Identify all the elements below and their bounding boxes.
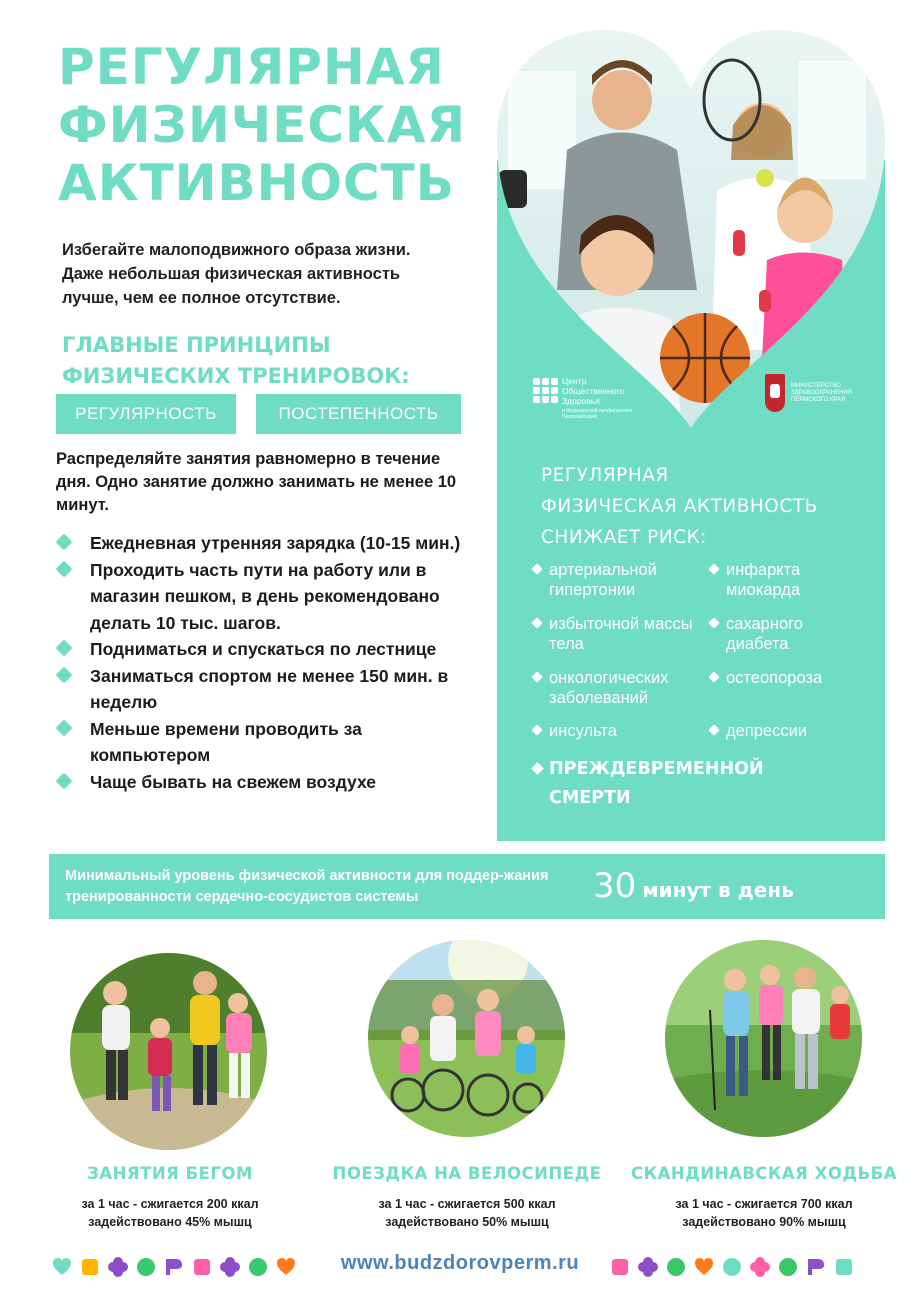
band-highlight [593,868,794,908]
tip-item [56,636,476,663]
bullet-icon [708,671,719,682]
tip-item [56,769,476,796]
risk-item: артериальной гипертонии [533,560,698,600]
family-illustration [497,30,885,428]
band-number: 30 [593,866,637,906]
risk-title-line-3: СНИЖАЕТ РИСК: [541,527,707,548]
running-photo [70,953,267,1150]
tip-text: Меньше времени проводить за компьютером [90,718,362,765]
title-line-1: РЕГУЛЯРНАЯ [58,38,445,96]
band-suffix: минут в день [642,878,794,902]
square-icon [80,1257,100,1277]
perm-crest-icon [765,374,785,412]
leaf-icon [806,1257,826,1277]
cycling-photo [368,940,565,1137]
tip-item [56,716,476,769]
principles-title [62,330,462,392]
bullet-icon [531,617,542,628]
bullet-icon [531,762,544,775]
cycling-illustration [368,940,565,1137]
circle-icon [778,1257,798,1277]
running-illustration [70,953,267,1150]
principle-gradualness-badge: ПОСТЕПЕННОСТЬ [256,394,461,434]
activity-calories: за 1 час - сжигается 700 ккал [675,1197,853,1211]
risk-item: онкологических заболеваний [533,668,708,708]
bullet-icon [56,666,73,683]
distribute-text: Распределяйте занятия равномерно в течение дня. Одно занятие должно занимать не менее 10 минут. [56,450,457,514]
circle-icon [136,1257,156,1277]
flower-icon [220,1257,240,1277]
bullet-icon [56,772,73,789]
activity-calories: за 1 час - сжигается 500 ккал [378,1197,556,1211]
public-health-center-logo [533,376,642,420]
tip-text: Проходить часть пути на работу или в магазин пешком, в день рекомендовано делать 10 тыс. шагов. [90,559,440,633]
bullet-icon [531,724,542,735]
risk-premature-death: ПРЕЖДЕВРЕМЕННОЙ СМЕРТИ [533,755,793,813]
ministry-logo [765,374,863,412]
risk-item: депрессии [710,721,850,741]
family-photo [497,30,885,428]
flower-icon [108,1257,128,1277]
title-line-3: АКТИВНОСТЬ [58,154,455,212]
band-text: Минимальный уровень физической активности для поддер-жания тренированности сердечно-сосудистов системы [65,868,549,905]
flower-icon [750,1257,770,1277]
activity-muscles: задействовано 45% мышц [88,1215,252,1229]
tip-item [56,530,476,557]
heart-icon [276,1257,296,1277]
logo-grid-icon [533,378,558,403]
risk-item: избыточной массы тела [533,614,698,654]
tip-text: Заниматься спортом не менее 150 мин. в неделю [90,665,449,712]
bullet-icon [708,617,719,628]
intro-text: Избегайте малоподвижного образа жизни. Даже небольшая физическая активность лучше, чем ее полное отсутствие. [62,241,411,307]
tip-text: Ежедневная утренняя зарядка (10-15 мин.) [90,533,461,553]
activity-title: ЗАНЯТИЯ БЕГОМ [87,1164,253,1183]
principles-title-line-1: ГЛАВНЫЕ ПРИНЦИПЫ [62,333,331,357]
bullet-icon [56,640,73,657]
bullet-icon [708,563,719,574]
minimum-activity-band [49,854,885,919]
logo-left-subtitle: и Медицинской профилактики Пермский край [562,408,633,420]
square-icon [610,1257,630,1277]
nordic-walking-illustration [665,940,862,1137]
square-icon [192,1257,212,1277]
logo-left-name: Центр Общественного Здоровья [562,376,625,406]
risk-title [541,460,861,553]
square-icon [834,1257,854,1277]
activity-muscles: задействовано 50% мышц [385,1215,549,1229]
circle-icon [248,1257,268,1277]
circle-icon [666,1257,686,1277]
tip-text: Чаще бывать на свежем воздухе [90,771,376,792]
page-title [58,38,488,212]
circle-icon [722,1257,742,1277]
activity-calories: за 1 час - сжигается 200 ккал [81,1197,259,1211]
activity-title: СКАНДИНАВСКАЯ ХОДЬБА [630,1164,898,1183]
activity-muscles: задействовано 90% мышц [682,1215,846,1229]
risk-item: инсульта [533,721,698,741]
bullet-icon [56,719,73,736]
decor-icons-right [610,1256,854,1278]
risk-item: сахарного диабета [710,614,850,654]
flower-icon [638,1257,658,1277]
principle-regularity-badge: РЕГУЛЯРНОСТЬ [56,394,236,434]
nordic-walking-photo [665,940,862,1137]
principles-title-line-2: ФИЗИЧЕСКИХ ТРЕНИРОВОК: [62,364,410,388]
bullet-icon [56,560,73,577]
ministry-name: МИНИСТЕРСТВО ЗДРАВООХРАНЕНИЯ ПЕРМСКОГО КРАЯ [791,382,853,403]
bullet-icon [708,724,719,735]
bullet-icon [531,671,542,682]
decor-icons-left [52,1256,296,1278]
tips-list [56,530,476,795]
tip-item [56,557,476,637]
risk-title-line-1: РЕГУЛЯРНАЯ [541,465,669,486]
risk-title-line-2: ФИЗИЧЕСКАЯ АКТИВНОСТЬ [541,496,818,517]
heart-icon [52,1257,72,1277]
tip-item [56,663,476,716]
tip-text: Подниматься и спускаться по лестнице [90,639,437,659]
bullet-icon [56,534,73,551]
bullet-icon [531,563,542,574]
risk-item: инфаркта миокарда [710,560,850,600]
title-line-2: ФИЗИЧЕСКАЯ [58,96,467,154]
leaf-icon [164,1257,184,1277]
website-link[interactable]: www.budzdorovperm.ru [340,1252,580,1274]
activity-title: ПОЕЗДКА НА ВЕЛОСИПЕДЕ [332,1164,602,1183]
risk-item: остеопороза [710,668,860,688]
heart-icon [694,1257,714,1277]
